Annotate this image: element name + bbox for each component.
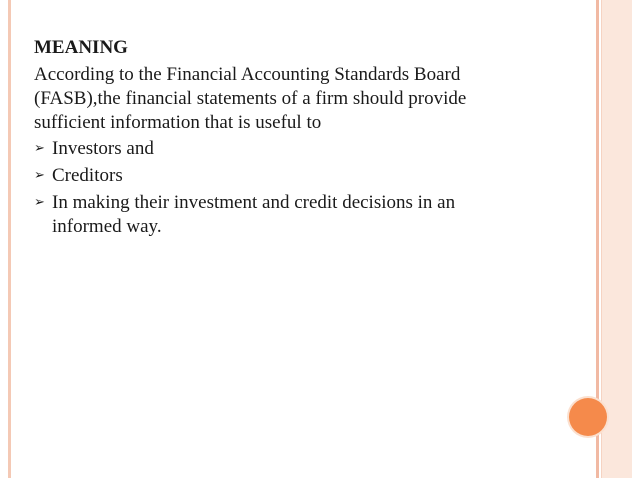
- decorative-circle: [569, 398, 607, 436]
- left-border-stripe: [8, 0, 11, 478]
- arrow-bullet-icon: ➢: [34, 168, 45, 183]
- bullet-text: Investors and: [52, 138, 154, 159]
- paragraph-line: sufficient information that is useful to: [34, 112, 322, 133]
- slide-content: [34, 36, 574, 242]
- bullet-text: informed way.: [52, 216, 162, 237]
- bullet-item: [34, 191, 574, 239]
- bullet-item: [34, 137, 574, 161]
- paragraph-line: (FASB),the financial statements of a firm should provide: [34, 88, 467, 109]
- right-border-band: [601, 0, 632, 478]
- intro-paragraph: [34, 63, 574, 135]
- bullet-text: Creditors: [52, 165, 123, 186]
- arrow-bullet-icon: ➢: [34, 195, 45, 210]
- arrow-bullet-icon: ➢: [34, 141, 45, 156]
- slide-heading: MEANING: [34, 37, 128, 58]
- bullet-text: In making their investment and credit decisions in an: [52, 192, 456, 213]
- bullet-item: [34, 164, 574, 188]
- bullet-list: [34, 137, 574, 239]
- paragraph-line: According to the Financial Accounting Standards Board: [34, 64, 461, 85]
